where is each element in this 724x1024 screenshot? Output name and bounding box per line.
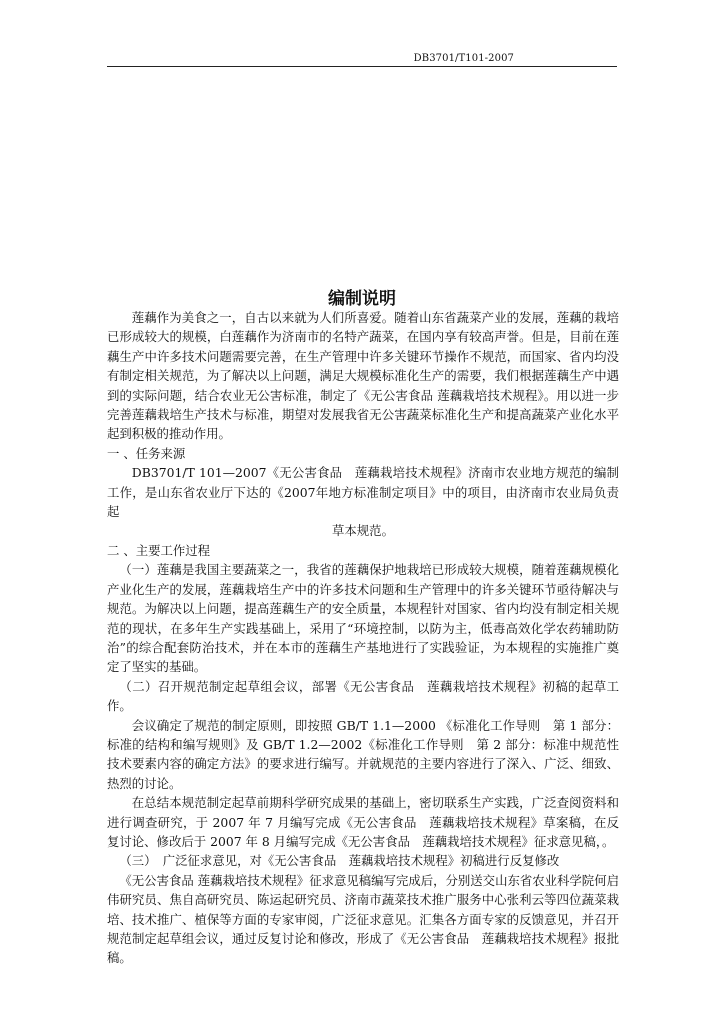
section-2-heading: 二 、主要工作过程: [107, 542, 211, 558]
section-1-tail: 草本规范。: [332, 523, 394, 539]
work-paragraph-3: 会议确定了规范的制定原则，即按照 GB/T 1.1—2000 《标准化工作导则 第 1 部分：标准的结构和编写规则》及 GB/T 1.2—2002《标准化工作导则 第 2 部分：标准中规范性技术要素内容的确定方法》的要求进行编写。并就规范的主要内容进行了深入、广泛、细致、热烈的讨论。: [107, 717, 619, 791]
work-paragraph-2: （二）召开规范制定起草组会议，部署《无公害食品 莲藕栽培技术规程》初稿的起草工作。: [107, 678, 619, 714]
work-paragraph-1: （一）莲藕是我国主要蔬菜之一，我省的莲藕保护地栽培已形成较大规模，随着莲藕规模化产业化生产的发展，莲藕栽培生产中的许多技术问题和生产管理中的许多关键环节亟待解决与规范。为解决以上问题，提高莲藕生产的安全质量，本规程针对国家、省内均没有制定相关规范的现状，在多年生产实践基础上，采用了“环境控制，以防为主，低毒高效化学农药辅助防治”的综合配套防治技术，并在本市的莲藕生产基地进行了实践验证，为本规程的实施推广奠定了坚实的基础。: [107, 562, 619, 675]
work-paragraph-5: （三） 广泛征求意见，对《无公害食品 莲藕栽培技术规程》初稿进行反复修改: [119, 853, 560, 869]
header-rule: [107, 66, 617, 67]
document-title: 编制说明: [328, 289, 396, 309]
document-body: [107, 308, 619, 968]
section-1-heading: 一 、任务来源: [107, 445, 186, 461]
intro-paragraph: 莲藕作为美食之一，自古以来就为人们所喜爱。随着山东省蔬菜产业的发展，莲藕的栽培已形成较大的规模，白莲藕作为济南市的名特产蔬菜，在国内享有较高声誉。但是，目前在莲藕生产中许多技术问题需要完善，在生产管理中许多关键环节操作不规范，而国家、省内均没有制定相关规范，为了解决以上问题，满足大规模标准化生产的需要，我们根据莲藕生产中遇到的实际问题，结合农业无公害标准，制定了《无公害食品 莲藕栽培技术规程》。用以进一步完善莲藕栽培生产技术与标准，期望对发展我省无公害蔬菜标准化生产和提高蔬菜产业化水平起到积极的推动作用。: [107, 310, 619, 442]
section-1-paragraph: DB3701/T 101—2007《无公害食品 莲藕栽培技术规程》济南市农业地方规范的编制工作，是山东省农业厅下达的《2007年地方标准制定项目》中的项目，由济南市农业局负责起: [107, 465, 619, 520]
work-paragraph-6: 《无公害食品 莲藕栽培技术规程》征求意见稿编写完成后，分别送交山东省农业科学院何启伟研究员、焦自高研究员、陈运起研究员、济南市蔬菜技术推广服务中心张利云等四位蔬菜栽培、技术推广、植保等方面的专家审阅，广泛征求意见。汇集各方面专家的反馈意见，并召开规范制定起草组会议，通过反复讨论和修改，形成了《无公害食品 莲藕栽培技术规程》报批稿。: [107, 872, 619, 966]
work-paragraph-4: 在总结本规范制定起草前期科学研究成果的基础上，密切联系生产实践，广泛查阅资料和进行调查研究，于 2007 年 7 月编写完成《无公害食品 莲藕栽培技术规程》草案稿，在反复讨论、修改后于 2007 年 8 月编写完成《无公害食品 莲藕栽培技术规程》征求意见稿，。: [107, 795, 619, 849]
document-code: DB3701/T101-2007: [413, 53, 514, 64]
